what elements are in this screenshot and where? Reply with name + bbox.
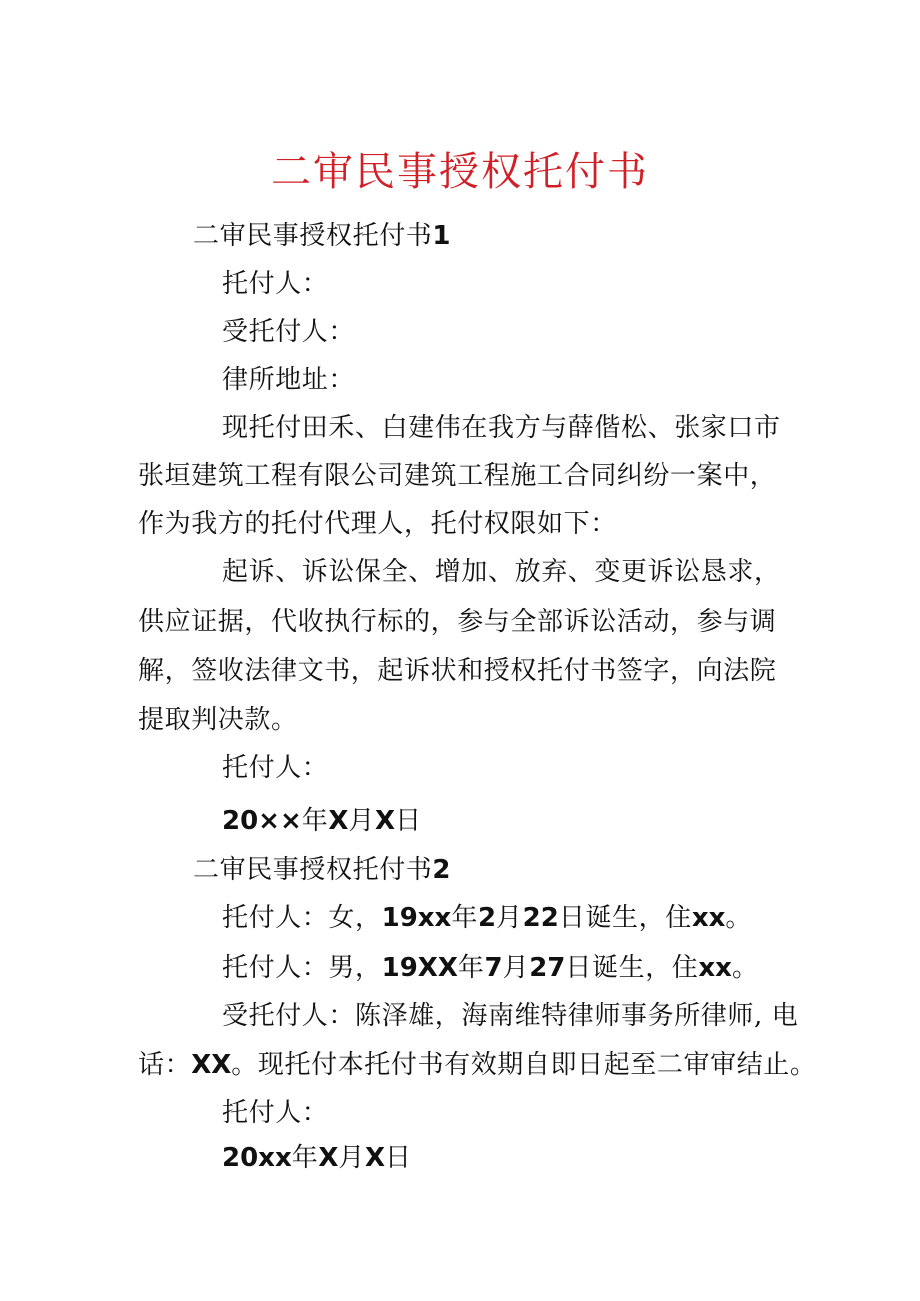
section1-heading-number: 1 — [432, 221, 451, 251]
section1-para2-line4: 提取判决款。 — [138, 705, 298, 735]
document-title: 二审民事授权托付书 — [271, 149, 649, 195]
section2-truster1: 托付人：女，19xx年2月22日诞生，住xx。 — [222, 903, 753, 933]
section2-heading-number: 2 — [432, 855, 451, 885]
section1-signature: 托付人： — [222, 753, 329, 783]
section2-date: 20xx年X月X日 — [222, 1143, 412, 1173]
section1-heading — [193, 218, 451, 254]
section1-heading-text: 二审民事授权托付书 — [193, 221, 433, 251]
section1-address: 律所地址： — [222, 365, 356, 395]
section1-para2-line1: 起诉、诉讼保全、增加、放弃、变更诉讼恳求， — [222, 557, 781, 587]
section2-truster2: 托付人：男，19XX年7月27日诞生，住xx。 — [222, 953, 759, 983]
section2-trustee-line2: 话：XX。现托付本托付书有效期自即日起至二审审结止。 — [138, 1050, 817, 1080]
section1-para1-line3: 作为我方的托付代理人，托付权限如下： — [138, 509, 617, 539]
section1-para1-line2: 张垣建筑工程有限公司建筑工程施工合同纠纷一案中， — [138, 461, 777, 491]
section1-truster: 托付人： — [222, 269, 329, 299]
section1-trustee: 受托付人： — [222, 317, 356, 347]
section1-para2-line2: 供应证据，代收执行标的，参与全部诉讼活动，参与调 — [138, 607, 777, 637]
section1-date: 20××年X月X日 — [222, 806, 422, 836]
section1-para2-line3: 解，签收法律文书，起诉状和授权托付书签字，向法院 — [138, 656, 777, 686]
section2-heading — [193, 852, 451, 888]
section2-trustee-line1: 受托付人：陈泽雄，海南维特律师事务所律师, 电 — [222, 1001, 799, 1031]
section1-para1-line1: 现托付田禾、白建伟在我方与薛偕松、张家口市 — [222, 413, 781, 443]
section2-heading-text: 二审民事授权托付书 — [193, 855, 433, 885]
section2-signature: 托付人： — [222, 1098, 329, 1128]
